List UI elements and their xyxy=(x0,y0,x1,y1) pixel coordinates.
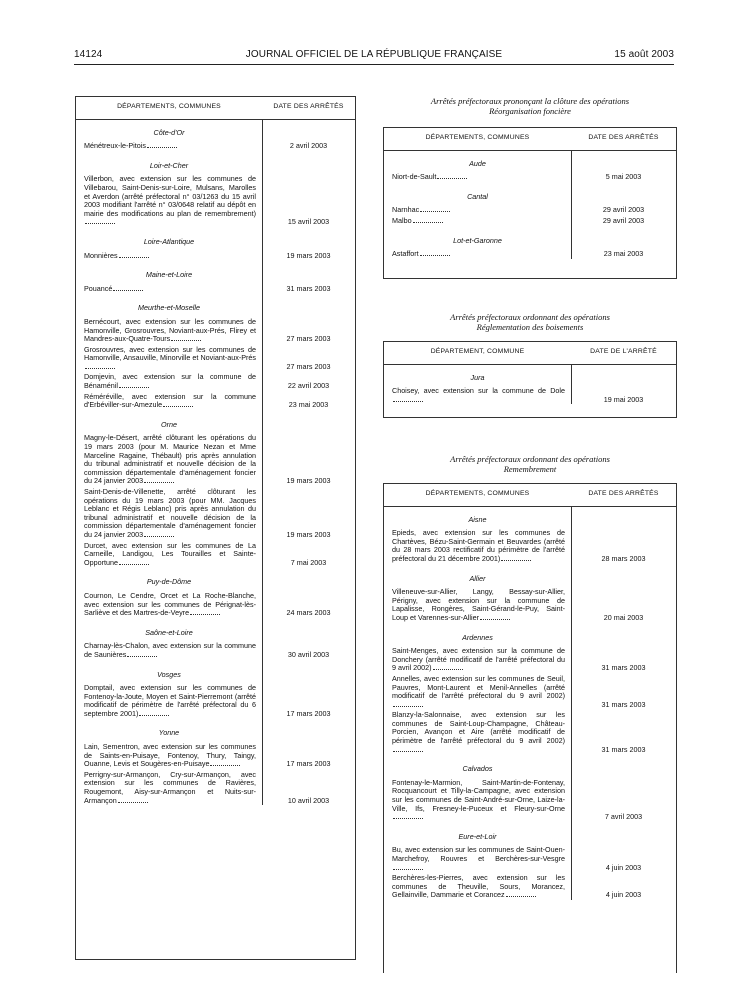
commune-cell xyxy=(76,318,262,344)
table-row xyxy=(384,711,676,754)
commune-text: Cournon, Le Cendre, Orcet et La Roche-Blanche, avec extension sur les communes de Pérignat-lès-Sarliève et des Martres-de-Veyre xyxy=(84,590,256,618)
section-title: Arrêtés préfectoraux ordonnant des opérations xyxy=(450,454,610,464)
commune-text: Blanzy-la-Salonnaise, avec extension sur les communes de Saint-Loup-Champagne, Château-Porcien, Avançon et Aire (arrêté modificatif de périmètre de l'arrêté préfectoral du 9 avril 2002) xyxy=(392,710,565,746)
department-heading: Côte-d'Or xyxy=(153,127,185,137)
commune-cell xyxy=(76,684,262,718)
column-header-commune: DÉPARTEMENT, COMMUNE xyxy=(430,348,525,355)
dot-leader xyxy=(171,335,201,341)
commune-text: Fontenay-le-Marmion, Saint-Martin-de-Fontenay, Rocquancourt et Tilly-la-Campagne, avec extension sur les communes de Saint-André-sur-Orne, Laize-la-Ville, Ifs, Fresney-le-Puceux et Fleury-sur-Orne xyxy=(392,777,565,813)
commune-cell xyxy=(76,434,262,486)
column-header-communes: DÉPARTEMENTS, COMMUNES xyxy=(117,103,221,110)
commune-text: Pouancé xyxy=(84,283,113,293)
department-heading: Saône-et-Loire xyxy=(145,627,193,637)
commune-cell xyxy=(76,743,262,769)
commune-text: Ménétreux-le-Pitois xyxy=(84,141,146,151)
dot-leader xyxy=(127,651,157,657)
column-divider xyxy=(571,507,572,900)
table-row xyxy=(76,285,355,294)
table-row xyxy=(384,779,676,822)
dot-leader xyxy=(393,864,423,870)
table-row xyxy=(384,874,676,900)
table-row xyxy=(76,175,355,227)
table-body xyxy=(384,151,676,259)
department-heading: Orne xyxy=(161,419,177,429)
commune-text: Malbo xyxy=(392,215,412,225)
department-heading: Aisne xyxy=(468,514,487,524)
commune-cell xyxy=(76,142,262,151)
date-cell: 17 mars 2003 xyxy=(286,708,331,718)
issue-date: 15 août 2003 xyxy=(614,49,674,60)
commune-text: Epieds, avec extension sur les communes de Chartèves, Bézu-Saint-Germain et Beuvardes (arrêté du 28 mars 2003 rectificatif du périmètre de l'arrêté préfectoral du 21 décembre 2001) xyxy=(392,528,565,563)
decrees-table-left xyxy=(75,96,356,960)
table-row xyxy=(384,647,676,673)
dot-leader xyxy=(119,252,149,258)
commune-text: Durcet, avec extension sur les communes de La Carneille, Landigou, Les Tourailles et Sainte-Opportune xyxy=(84,540,256,567)
commune-text: Domptail, avec extension sur les communes de Fontenoy-la-Joute, Moyen et Saint-Pierremont (arrêté modificatif de périmètre de l'arrêté préfectoral du 6 septembre 2001) xyxy=(84,683,256,718)
dot-leader xyxy=(393,813,423,819)
dot-leader xyxy=(118,797,148,803)
date-cell: 4 juin 2003 xyxy=(605,862,642,872)
table-row xyxy=(76,142,355,151)
dot-leader xyxy=(210,760,240,766)
department-heading: Lot-et-Garonne xyxy=(453,235,502,245)
column-divider xyxy=(571,151,572,259)
commune-text: Astaffort xyxy=(392,249,419,259)
table-row xyxy=(76,743,355,769)
section-subtitle: Réorganisation foncière xyxy=(489,106,571,116)
commune-cell xyxy=(384,874,571,900)
date-cell: 27 mars 2003 xyxy=(286,361,331,371)
date-cell: 19 mars 2003 xyxy=(286,529,331,539)
table-row xyxy=(384,529,676,563)
closure-table xyxy=(383,127,677,279)
commune-cell xyxy=(76,592,262,618)
commune-cell xyxy=(384,846,571,872)
commune-text: Saint-Menges, avec extension sur la commune de Donchery (arrêté modificatif de l'arrêté préfectoral du 9 avril 2002) xyxy=(392,646,565,673)
column-header-date: DATE DE L'ARRÊTÉ xyxy=(590,348,657,355)
journal-title: JOURNAL OFFICIEL DE LA RÉPUBLIQUE FRANÇAISE xyxy=(245,49,503,60)
department-heading: Calvados xyxy=(462,764,493,774)
table-row xyxy=(384,206,676,215)
date-cell: 15 avril 2003 xyxy=(287,217,330,227)
section-title: Arrêtés préfectoraux prononçant la clôture des opérations xyxy=(430,96,630,106)
dot-leader xyxy=(144,531,174,537)
dot-leader xyxy=(147,142,177,148)
department-heading: Meurthe-et-Moselle xyxy=(138,303,200,313)
date-cell: 29 avril 2003 xyxy=(602,215,645,225)
commune-text: Domjevin, avec extension sur la commune de Bénaménil xyxy=(84,372,256,391)
table-row xyxy=(384,250,676,259)
date-cell: 31 mars 2003 xyxy=(601,699,646,709)
commune-cell xyxy=(76,771,262,805)
department-heading: Jura xyxy=(470,372,485,382)
dot-leader xyxy=(420,250,450,256)
dot-leader xyxy=(480,614,510,620)
column-header-dates: DATE DES ARRÊTÉS xyxy=(588,490,659,497)
commune-cell xyxy=(384,588,571,622)
table-row xyxy=(384,173,676,182)
dot-leader xyxy=(437,173,467,179)
page-number: 14124 xyxy=(74,49,103,60)
table-row xyxy=(76,488,355,540)
commune-cell xyxy=(384,675,571,709)
commune-text: Perrigny-sur-Armançon, Cry-sur-Armançon, avec extension sur les communes de Ravières, Rougemont, Aisy-sur-Armançon et Nuits-sur-Armançon xyxy=(84,769,256,805)
dot-leader xyxy=(85,363,115,369)
commune-text: Bu, avec extension sur les communes de Saint-Ouen-Marchefroy, Rouvres et Berchères-sur-Vesgre xyxy=(392,845,565,863)
date-cell: 19 mars 2003 xyxy=(286,250,331,260)
dot-leader xyxy=(85,218,115,224)
department-heading: Aude xyxy=(469,158,486,168)
table-body xyxy=(384,365,676,405)
commune-text: Narnhac xyxy=(392,205,420,215)
table-row xyxy=(384,387,676,404)
commune-text: Saint-Denis-de-Villenette, arrêté clôturant les opérations du 19 mars 2003 (pour MM. Jacques Leblanc et Régis Leblanc) pris après annulation du tribunal administratif et nouvelle décision de la commission départementale d'aménagement foncier du 24 janvier 2003 xyxy=(84,487,256,539)
dot-leader xyxy=(393,746,423,752)
column-divider xyxy=(571,365,572,405)
dot-leader xyxy=(393,396,423,402)
dot-leader xyxy=(119,382,149,388)
table-row xyxy=(76,642,355,659)
date-cell: 31 mars 2003 xyxy=(286,283,331,293)
dot-leader xyxy=(420,206,450,212)
table-row xyxy=(384,588,676,622)
commune-cell xyxy=(76,285,262,294)
commune-cell xyxy=(384,250,571,259)
header-rule xyxy=(74,64,674,65)
dot-leader xyxy=(413,217,443,223)
section-title: Arrêtés préfectoraux ordonnant des opérations xyxy=(450,312,610,322)
department-heading: Maine-et-Loire xyxy=(145,270,193,280)
page-header xyxy=(74,49,674,63)
table-header xyxy=(384,484,676,507)
dot-leader xyxy=(113,285,143,291)
date-cell: 31 mars 2003 xyxy=(601,663,646,673)
date-cell: 19 mai 2003 xyxy=(603,394,644,404)
dot-leader xyxy=(393,701,423,707)
left-column xyxy=(75,96,356,960)
table-row xyxy=(76,684,355,718)
column-header-communes: DÉPARTEMENTS, COMMUNES xyxy=(425,134,530,141)
department-heading: Loire-Atlantique xyxy=(143,236,195,246)
table-body xyxy=(76,120,355,806)
table-row xyxy=(76,542,355,568)
dot-leader xyxy=(144,477,174,483)
commune-cell xyxy=(76,488,262,540)
dot-leader xyxy=(139,710,169,716)
table-row xyxy=(384,846,676,872)
department-heading: Loir-et-Cher xyxy=(149,160,189,170)
dot-leader xyxy=(119,559,149,565)
dot-leader xyxy=(433,664,463,670)
date-cell: 27 mars 2003 xyxy=(286,334,331,344)
table-header xyxy=(384,342,676,365)
table-header xyxy=(384,128,676,151)
date-cell: 2 avril 2003 xyxy=(289,141,328,151)
date-cell: 7 mai 2003 xyxy=(290,557,327,567)
date-cell: 24 mars 2003 xyxy=(286,608,331,618)
commune-text: Choisey, avec extension sur la commune de Dole xyxy=(392,386,565,396)
department-heading: Puy-de-Dôme xyxy=(146,577,192,587)
date-cell: 22 avril 2003 xyxy=(287,381,330,391)
commune-text: Berchères-les-Pierres, avec extension sur les communes de Theuville, Sours, Morancez, Gellainville, Dammarie et Corancez xyxy=(392,873,565,900)
section-subtitle: Réglementation des boisements xyxy=(476,322,584,332)
date-cell: 29 avril 2003 xyxy=(602,205,645,215)
table-row xyxy=(76,434,355,486)
table-row xyxy=(76,346,355,372)
column-header-dates: DATE DES ARRÊTÉS xyxy=(588,134,659,141)
column-header-dates: DATE DES ARRÊTÉS xyxy=(273,103,344,110)
department-heading: Cantal xyxy=(467,191,488,201)
date-cell: 30 avril 2003 xyxy=(287,649,330,659)
date-cell: 31 mars 2003 xyxy=(601,744,646,754)
department-heading: Allier xyxy=(469,573,486,583)
date-cell: 7 avril 2003 xyxy=(604,812,643,822)
table-row xyxy=(384,217,676,226)
afforestation-table xyxy=(383,341,677,418)
date-cell: 10 avril 2003 xyxy=(287,795,330,805)
table-row xyxy=(76,771,355,805)
section-subtitle: Remembrement xyxy=(503,464,557,474)
table-row xyxy=(76,393,355,410)
table-body xyxy=(384,507,676,900)
date-cell: 23 mai 2003 xyxy=(603,249,644,259)
dot-leader xyxy=(506,891,536,897)
commune-cell xyxy=(76,252,262,261)
dot-leader xyxy=(163,401,193,407)
commune-cell xyxy=(384,779,571,822)
commune-cell xyxy=(76,373,262,390)
commune-text: Lain, Sementron, avec extension sur les communes de Saints-en-Puisaye, Fontenoy, Thury, Taingy, Ouanne, Levis et Sougères-en-Puisaye xyxy=(84,742,256,769)
commune-cell xyxy=(384,217,571,226)
dot-leader xyxy=(501,555,531,561)
commune-text: Niort-de-Sault xyxy=(392,172,437,182)
commune-cell xyxy=(76,346,262,372)
dot-leader xyxy=(190,609,220,615)
table-row xyxy=(76,252,355,261)
commune-cell xyxy=(384,529,571,563)
commune-text: Bernécourt, avec extension sur les communes de Hamonville, Grosrouvres, Noviant-aux-Prés, Flirey et Mandres-aux-Quatre-Tours xyxy=(84,316,256,344)
column-divider xyxy=(262,120,263,806)
column-header-communes: DÉPARTEMENTS, COMMUNES xyxy=(425,490,530,497)
date-cell: 23 mai 2003 xyxy=(288,400,329,410)
department-heading: Eure-et-Loir xyxy=(458,831,497,841)
commune-text: Réméréville, avec extension sur la commune d'Erbéviller-sur-Amezule xyxy=(84,391,256,410)
commune-text: Annelles, avec extension sur les communes de Seuil, Pauvres, Mont-Laurent et Menil-Annelles (arrêté modificatif de l'arrêté préfectoral du 9 avril 2002) xyxy=(392,673,565,701)
commune-cell xyxy=(76,542,262,568)
date-cell: 20 mai 2003 xyxy=(603,612,644,622)
commune-cell xyxy=(384,206,571,215)
commune-cell xyxy=(76,642,262,659)
table-header xyxy=(76,97,355,120)
right-column xyxy=(383,96,677,962)
table-row xyxy=(76,373,355,390)
commune-text: Villeneuve-sur-Allier, Langy, Bessay-sur-Allier, Périgny, avec extension sur la commune de Lapalisse, Rongères, Saint-Gérand-le-Puy, Saint-Loup et Varennes-sur-Allier xyxy=(392,587,565,622)
table-row xyxy=(384,675,676,709)
commune-text: Magny-le-Désert, arrêté clôturant les opérations du 19 mars 2003 (pour M. Maurice Nezan et Mme Marceline Ragaine, Thébault) pris après annulation du tribunal administratif et nouvelle décision de la commission départementale d'aménagement foncier du 24 janvier 2003 xyxy=(84,433,256,486)
department-heading: Vosges xyxy=(157,669,181,679)
table-row xyxy=(76,592,355,618)
commune-cell xyxy=(76,175,262,227)
date-cell: 28 mars 2003 xyxy=(601,553,646,563)
commune-cell xyxy=(384,711,571,754)
date-cell: 17 mars 2003 xyxy=(286,759,331,769)
commune-cell xyxy=(384,173,571,182)
commune-cell xyxy=(384,387,571,404)
commune-text: Grosrouvres, avec extension sur les communes de Hamonville, Ansauville, Minorville et Noviant-aux-Prés xyxy=(84,344,256,363)
date-cell: 4 juin 2003 xyxy=(605,890,642,900)
commune-cell xyxy=(76,393,262,410)
remembrement-table xyxy=(383,483,677,973)
date-cell: 5 mai 2003 xyxy=(605,172,642,182)
department-heading: Yonne xyxy=(158,728,180,738)
table-row xyxy=(76,318,355,344)
date-cell: 19 mars 2003 xyxy=(286,476,331,486)
commune-text: Monnières xyxy=(84,250,118,260)
commune-cell xyxy=(384,647,571,673)
commune-text: Charnay-lès-Chalon, avec extension sur la commune de Saunières xyxy=(84,641,256,659)
commune-text: Villerbon, avec extension sur les communes de Villebarou, Saint-Denis-sur-Loire, Mulsans, Marolles et Averdon (arrêté préfectoral n° 03/1263 du 15 avril 2003 modifiant l'arrêté n° 03/0648 relatif au dépôt en mairie des modifications au plan de remembrement) xyxy=(84,174,256,218)
department-heading: Ardennes xyxy=(462,632,493,642)
